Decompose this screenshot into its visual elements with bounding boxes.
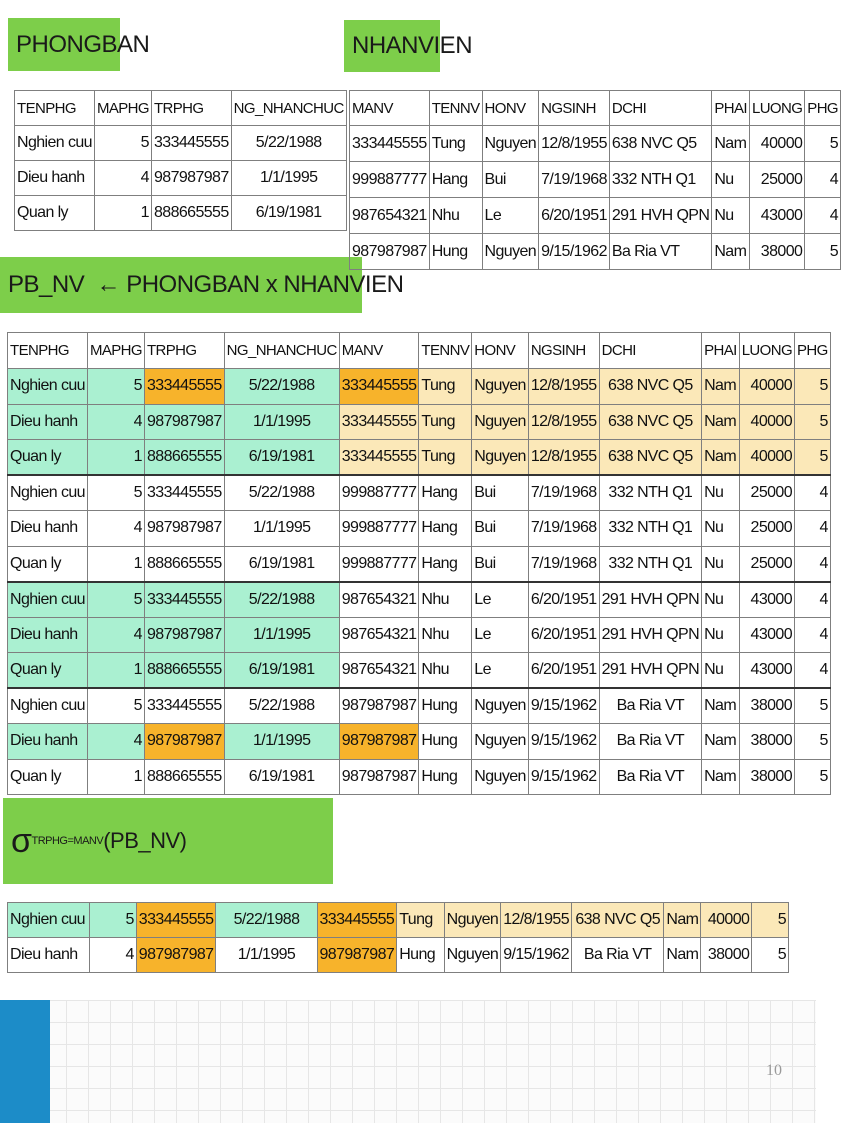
selection-result-table	[7, 902, 789, 973]
column-header: TRPHG	[151, 91, 231, 126]
table-cell: 5/22/1988	[224, 582, 339, 618]
table-cell: 333445555	[339, 440, 419, 476]
table-cell: Le	[472, 582, 529, 618]
table-cell: Nghien cuu	[8, 475, 88, 511]
table-cell: 25000	[739, 511, 794, 547]
table-cell: Nguyen	[472, 688, 529, 724]
table-cell: 38000	[749, 234, 804, 270]
footer-grid-background	[0, 1000, 816, 1123]
table-cell: 333445555	[144, 688, 224, 724]
table-cell: Nu	[712, 162, 750, 198]
table-cell: 25000	[739, 475, 794, 511]
table-cell: Hung	[419, 688, 472, 724]
table-cell: 4	[94, 161, 151, 196]
table-cell: Nguyen	[444, 938, 501, 973]
table-cell: 888665555	[151, 196, 231, 231]
cartesian-product-title	[0, 257, 404, 313]
table-cell: 43000	[749, 198, 804, 234]
table-cell: 999887777	[350, 162, 430, 198]
table-cell: Nam	[702, 440, 740, 476]
table-cell: 1	[87, 759, 144, 795]
table-cell: 6/19/1981	[224, 546, 339, 582]
table-cell: 5/22/1988	[231, 126, 346, 161]
table-cell: 5/22/1988	[224, 475, 339, 511]
table-cell: Quan ly	[8, 546, 88, 582]
table-row	[8, 475, 831, 511]
column-header: TENPHG	[8, 333, 88, 369]
table-cell: 987654321	[350, 198, 430, 234]
nhanvien-title-text: NHANVIEN	[352, 32, 473, 59]
table-cell: 5	[795, 724, 831, 760]
table-cell: 5	[87, 688, 144, 724]
table-cell: 638 NVC Q5	[599, 440, 701, 476]
nhanvien-title	[344, 20, 473, 72]
table-cell: 291 HVH QPN	[599, 617, 701, 653]
table-cell: Quan ly	[15, 196, 95, 231]
table-cell: 987987987	[339, 724, 419, 760]
table-cell: 4	[90, 938, 136, 973]
table-cell: Ba Ria VT	[572, 938, 664, 973]
table-cell: Nguyen	[482, 126, 539, 162]
table-cell: 987987987	[136, 938, 216, 973]
table-cell: 333445555	[151, 126, 231, 161]
table-cell: 1	[94, 196, 151, 231]
table-row	[8, 903, 789, 938]
table-cell: Nam	[702, 759, 740, 795]
table-cell: Tung	[419, 404, 472, 440]
table-cell: Hung	[429, 234, 482, 270]
table-row	[350, 162, 841, 198]
table-cell: 1/1/1995	[224, 511, 339, 547]
sigma-condition: TRPHG=MANV	[31, 835, 104, 847]
table-cell: Nam	[712, 126, 750, 162]
table-cell: 5/22/1988	[224, 369, 339, 405]
table-cell: 6/19/1981	[224, 759, 339, 795]
column-header: TENNV	[419, 333, 472, 369]
table-cell: Nguyen	[472, 440, 529, 476]
table-cell: 987987987	[151, 161, 231, 196]
table-cell: Nam	[712, 234, 750, 270]
table-cell: Hang	[429, 162, 482, 198]
table-cell: 4	[795, 653, 831, 689]
table-cell: Ba Ria VT	[599, 688, 701, 724]
table-cell: 7/19/1968	[528, 475, 599, 511]
table-cell: 7/19/1968	[528, 546, 599, 582]
table-cell: 7/19/1968	[539, 162, 610, 198]
table-cell: Bui	[482, 162, 539, 198]
column-header: TENNV	[429, 91, 482, 126]
table-cell: Nguyen	[444, 903, 501, 938]
table-cell: 4	[805, 198, 841, 234]
table-cell: Nhu	[419, 617, 472, 653]
table-cell: 5	[87, 475, 144, 511]
table-cell: Nghien cuu	[8, 582, 88, 618]
table-cell: Le	[472, 653, 529, 689]
table-cell: 987654321	[339, 582, 419, 618]
table-cell: 333445555	[339, 369, 419, 405]
table-cell: Nghien cuu	[8, 369, 88, 405]
table-cell: 12/8/1955	[539, 126, 610, 162]
column-header: MANV	[350, 91, 430, 126]
table-cell: Dieu hanh	[8, 617, 88, 653]
table-cell: 6/19/1981	[231, 196, 346, 231]
table-cell: 7/19/1968	[528, 511, 599, 547]
column-header: NGSINH	[539, 91, 610, 126]
column-header: DCHI	[609, 91, 711, 126]
table-cell: 1	[87, 440, 144, 476]
table-cell: 638 NVC Q5	[599, 404, 701, 440]
table-cell: 25000	[749, 162, 804, 198]
table-cell: 333445555	[144, 582, 224, 618]
table-cell: 9/15/1962	[539, 234, 610, 270]
table-cell: Bui	[472, 546, 529, 582]
table-cell: 333445555	[136, 903, 216, 938]
table-cell: 5/22/1988	[224, 688, 339, 724]
table-cell: 40000	[749, 126, 804, 162]
column-header: TRPHG	[144, 333, 224, 369]
table-cell: Dieu hanh	[8, 511, 88, 547]
table-row	[350, 234, 841, 270]
table-cell: 638 NVC Q5	[572, 903, 664, 938]
table-cell: 1	[87, 546, 144, 582]
table-cell: 888665555	[144, 759, 224, 795]
table-cell: Nghien cuu	[8, 903, 90, 938]
table-cell: 9/15/1962	[528, 688, 599, 724]
table-cell: 40000	[739, 369, 794, 405]
table-cell: 5	[752, 938, 789, 973]
table-cell: 4	[87, 511, 144, 547]
table-cell: 5	[87, 369, 144, 405]
table-cell: Hang	[419, 546, 472, 582]
table-cell: 4	[795, 582, 831, 618]
table-cell: 4	[795, 475, 831, 511]
table-cell: 333445555	[350, 126, 430, 162]
table-row	[15, 126, 347, 161]
column-header: LUONG	[749, 91, 804, 126]
table-cell: 38000	[701, 938, 752, 973]
table-cell: 6/20/1951	[539, 198, 610, 234]
table-cell: Tung	[429, 126, 482, 162]
table-cell: 888665555	[144, 653, 224, 689]
table-cell: 1	[87, 653, 144, 689]
table-header-row	[8, 333, 831, 369]
table-row	[8, 653, 831, 689]
table-cell: 888665555	[144, 546, 224, 582]
table-cell: Nam	[664, 938, 701, 973]
table-cell: 25000	[739, 546, 794, 582]
table-cell: 987654321	[339, 653, 419, 689]
table-cell: Ba Ria VT	[609, 234, 711, 270]
table-cell: Nguyen	[472, 369, 529, 405]
column-header: HONV	[482, 91, 539, 126]
table-cell: 999887777	[339, 511, 419, 547]
table-cell: 12/8/1955	[528, 404, 599, 440]
column-header: PHAI	[702, 333, 740, 369]
table-cell: Dieu hanh	[15, 161, 95, 196]
table-cell: 43000	[739, 617, 794, 653]
table-cell: Nghien cuu	[15, 126, 95, 161]
table-row	[8, 546, 831, 582]
table-cell: Quan ly	[8, 440, 88, 476]
table-cell: 4	[805, 162, 841, 198]
table-cell: 987987987	[144, 617, 224, 653]
table-cell: Ba Ria VT	[599, 759, 701, 795]
table-cell: 5	[795, 688, 831, 724]
table-cell: 333445555	[317, 903, 397, 938]
table-cell: Nam	[702, 369, 740, 405]
table-cell: Nu	[702, 546, 740, 582]
table-cell: Nhu	[419, 582, 472, 618]
column-header: PHAI	[712, 91, 750, 126]
table-cell: Tung	[419, 369, 472, 405]
table-cell: 1/1/1995	[216, 938, 317, 973]
table-cell: 1/1/1995	[224, 404, 339, 440]
table-cell: Nam	[702, 404, 740, 440]
table-cell: 5	[805, 234, 841, 270]
table-cell: 987987987	[350, 234, 430, 270]
table-cell: Tung	[397, 903, 444, 938]
cartesian-product-title-text: PB_NV ← PHONGBAN x NHANVIEN	[8, 271, 404, 298]
table-cell: 332 NTH Q1	[599, 546, 701, 582]
table-cell: 43000	[739, 653, 794, 689]
table-cell: 6/20/1951	[528, 653, 599, 689]
table-cell: Nguyen	[482, 234, 539, 270]
table-cell: Nam	[702, 724, 740, 760]
selection-title	[3, 798, 333, 884]
table-cell: 40000	[701, 903, 752, 938]
table-cell: 1/1/1995	[224, 724, 339, 760]
table-cell: 987987987	[144, 511, 224, 547]
table-cell: 9/15/1962	[501, 938, 572, 973]
table-cell: Nam	[702, 688, 740, 724]
table-cell: 291 HVH QPN	[599, 582, 701, 618]
table-row	[8, 404, 831, 440]
table-cell: 333445555	[144, 475, 224, 511]
column-header: NGSINH	[528, 333, 599, 369]
table-row	[8, 440, 831, 476]
table-cell: 332 NTH Q1	[609, 162, 711, 198]
nhanvien-table	[349, 90, 841, 270]
table-row	[350, 198, 841, 234]
table-header-row	[15, 91, 347, 126]
table-cell: Ba Ria VT	[599, 724, 701, 760]
sigma-argument: (PB_NV)	[103, 828, 187, 853]
table-cell: 291 HVH QPN	[599, 653, 701, 689]
table-cell: 5	[94, 126, 151, 161]
table-cell: 4	[87, 404, 144, 440]
table-cell: 987987987	[144, 404, 224, 440]
table-cell: 40000	[739, 404, 794, 440]
table-cell: 5/22/1988	[216, 903, 317, 938]
table-cell: 987987987	[144, 724, 224, 760]
table-cell: 12/8/1955	[528, 369, 599, 405]
table-cell: 12/8/1955	[528, 440, 599, 476]
table-cell: Le	[472, 617, 529, 653]
table-cell: 6/20/1951	[528, 617, 599, 653]
table-cell: 987654321	[339, 617, 419, 653]
table-cell: 6/20/1951	[528, 582, 599, 618]
table-cell: 5	[795, 369, 831, 405]
table-cell: Le	[482, 198, 539, 234]
table-cell: Dieu hanh	[8, 404, 88, 440]
column-header: LUONG	[739, 333, 794, 369]
table-cell: Nu	[702, 617, 740, 653]
column-header: MAPHG	[87, 333, 144, 369]
table-row	[15, 161, 347, 196]
phongban-table	[14, 90, 347, 231]
table-cell: 5	[795, 404, 831, 440]
table-cell: Nguyen	[472, 724, 529, 760]
table-cell: 888665555	[144, 440, 224, 476]
table-cell: 5	[752, 903, 789, 938]
table-row	[8, 759, 831, 795]
page-number: 10	[766, 1062, 782, 1079]
table-cell: 333445555	[144, 369, 224, 405]
table-cell: Dieu hanh	[8, 724, 88, 760]
column-header: MAPHG	[94, 91, 151, 126]
sigma-symbol: σ	[11, 821, 32, 860]
table-cell: 43000	[739, 582, 794, 618]
table-cell: 999887777	[339, 475, 419, 511]
table-cell: 987987987	[339, 688, 419, 724]
table-cell: Dieu hanh	[8, 938, 90, 973]
table-cell: 4	[795, 546, 831, 582]
table-cell: 38000	[739, 759, 794, 795]
table-cell: 5	[87, 582, 144, 618]
table-cell: Nghien cuu	[8, 688, 88, 724]
table-cell: 1/1/1995	[231, 161, 346, 196]
column-header: MANV	[339, 333, 419, 369]
column-header: NG_NHANCHUC	[231, 91, 346, 126]
table-cell: Nhu	[419, 653, 472, 689]
table-cell: 1/1/1995	[224, 617, 339, 653]
table-cell: 6/19/1981	[224, 440, 339, 476]
table-cell: 5	[795, 440, 831, 476]
table-cell: Nu	[702, 582, 740, 618]
table-row	[8, 617, 831, 653]
footer-accent-bar	[0, 1000, 50, 1123]
table-cell: 291 HVH QPN	[609, 198, 711, 234]
table-cell: 638 NVC Q5	[599, 369, 701, 405]
table-cell: 4	[795, 511, 831, 547]
table-row	[8, 688, 831, 724]
column-header: TENPHG	[15, 91, 95, 126]
table-cell: 987987987	[339, 759, 419, 795]
table-cell: Hung	[419, 724, 472, 760]
table-cell: 638 NVC Q5	[609, 126, 711, 162]
table-cell: Nu	[702, 475, 740, 511]
table-cell: Nguyen	[472, 759, 529, 795]
phongban-title-text: PHONGBAN	[16, 30, 150, 58]
table-cell: 12/8/1955	[501, 903, 572, 938]
table-row	[350, 126, 841, 162]
table-cell: Hang	[419, 511, 472, 547]
table-row	[15, 196, 347, 231]
table-cell: 987987987	[317, 938, 397, 973]
table-cell: Quan ly	[8, 759, 88, 795]
table-cell: Nguyen	[472, 404, 529, 440]
table-cell: 999887777	[339, 546, 419, 582]
table-cell: 4	[87, 724, 144, 760]
table-header-row	[350, 91, 841, 126]
table-cell: 4	[795, 617, 831, 653]
column-header: NG_NHANCHUC	[224, 333, 339, 369]
table-cell: 4	[87, 617, 144, 653]
column-header: PHG	[805, 91, 841, 126]
table-cell: Hung	[419, 759, 472, 795]
table-row	[8, 582, 831, 618]
table-cell: 333445555	[339, 404, 419, 440]
table-row	[8, 724, 831, 760]
table-row	[8, 511, 831, 547]
table-cell: 9/15/1962	[528, 724, 599, 760]
table-cell: Tung	[419, 440, 472, 476]
table-cell: 332 NTH Q1	[599, 511, 701, 547]
table-cell: Nam	[664, 903, 701, 938]
table-cell: Nhu	[429, 198, 482, 234]
pbnv-table	[7, 332, 831, 795]
table-cell: 5	[90, 903, 136, 938]
table-cell: Hung	[397, 938, 444, 973]
column-header: HONV	[472, 333, 529, 369]
table-cell: Hang	[419, 475, 472, 511]
table-row	[8, 369, 831, 405]
table-cell: 5	[795, 759, 831, 795]
table-cell: Bui	[472, 511, 529, 547]
table-cell: 40000	[739, 440, 794, 476]
table-cell: 38000	[739, 688, 794, 724]
table-cell: Quan ly	[8, 653, 88, 689]
table-cell: Bui	[472, 475, 529, 511]
column-header: DCHI	[599, 333, 701, 369]
table-cell: 5	[805, 126, 841, 162]
phongban-title	[8, 18, 150, 71]
table-cell: Nu	[702, 653, 740, 689]
table-row	[8, 938, 789, 973]
column-header: PHG	[795, 333, 831, 369]
table-cell: Nu	[702, 511, 740, 547]
table-cell: 332 NTH Q1	[599, 475, 701, 511]
table-cell: 6/19/1981	[224, 653, 339, 689]
table-cell: 38000	[739, 724, 794, 760]
table-cell: 9/15/1962	[528, 759, 599, 795]
table-cell: Nu	[712, 198, 750, 234]
